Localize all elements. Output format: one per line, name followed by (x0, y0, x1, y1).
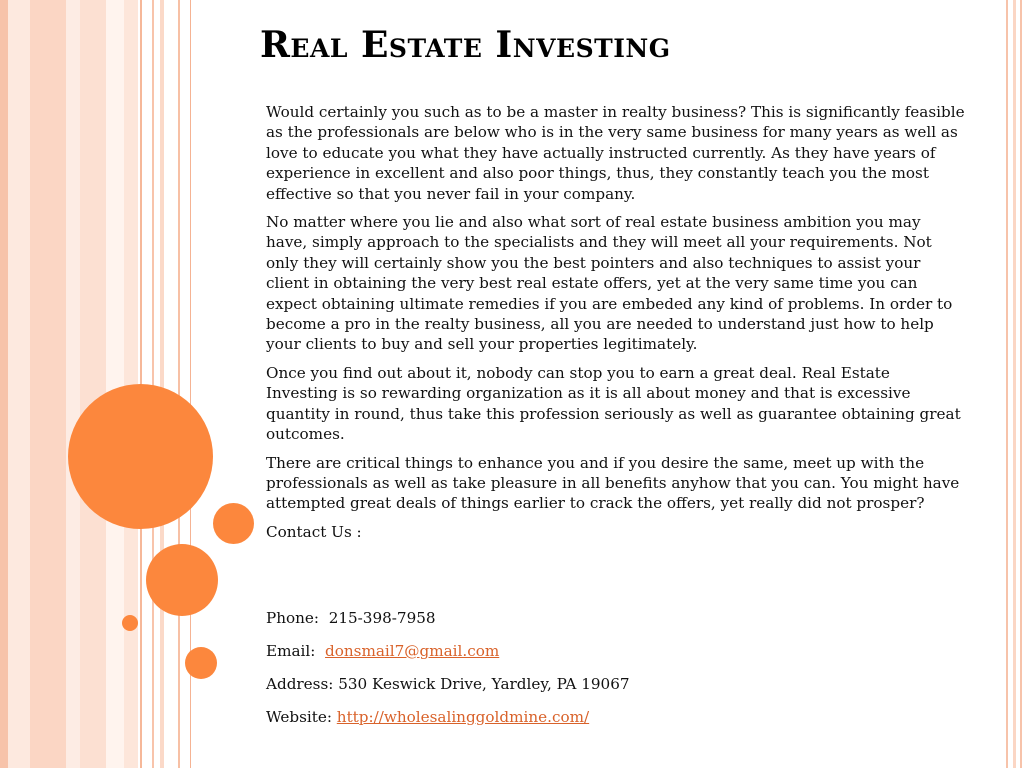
right-rule (1006, 0, 1008, 768)
website-link[interactable]: http://wholesalinggoldmine.com/ (336, 708, 590, 727)
website-label: Website: (266, 708, 332, 727)
page-title: Real Estate Investing (260, 24, 671, 66)
main-content (266, 102, 966, 736)
small-circle (213, 503, 254, 544)
email-line (266, 641, 966, 662)
stripe (80, 0, 106, 768)
email-label: Email: (266, 642, 316, 661)
medium-circle (146, 544, 218, 616)
large-circle (68, 384, 213, 529)
contact-heading: Contact Us : (266, 522, 362, 541)
website-line (266, 707, 966, 728)
address-line (266, 674, 966, 695)
address-value: 530 Keswick Drive, Yardley, PA 19067 (338, 675, 630, 694)
email-link[interactable]: donsmail7@gmail.com (325, 642, 500, 661)
stripe (178, 0, 180, 768)
paragraph: No matter where you lie and also what sort of real estate business ambition you may have, simply approach to the specialists and they will meet all your requirements. Not only they will certainly show you the best pointers and also techniques to assist your client in obtaining the very best real estate offers, yet at the very same time you can expect obtaining ultimate remedies if you are embeded any kind of problems. In order to become a pro in the realty business, all you are needed to understand just how to help your clients to buy and sell your properties legitimately. (266, 213, 953, 354)
right-rule (1020, 0, 1022, 768)
paragraph: There are critical things to enhance you and if you desire the same, meet up with the professionals as well as take pleasure in all benefits anyhow that you can. You might have attempted great deals of things earlier to crack the offers, yet really did not prosper? (266, 453, 960, 513)
stripe (66, 0, 80, 768)
phone-value: 215-398-7958 (328, 609, 436, 628)
address-label: Address: (266, 675, 334, 694)
paragraph: Would certainly you such as to be a master in realty business? This is significantly feasible as the professionals are below who is in the very same business for many years as well as love to educate you what they have actually instructed currently. As they have years of experience in excellent and also poor things, thus, they constantly teach you the most effective so that you never fail in your company. (266, 103, 965, 203)
stripe (0, 0, 8, 768)
stripe (30, 0, 66, 768)
stripe (160, 0, 164, 768)
phone-line (266, 608, 966, 629)
stripe (106, 0, 124, 768)
decorative-stripes (0, 0, 200, 768)
paragraph: Once you find out about it, nobody can stop you to earn a great deal. Real Estate Investing is so rewarding organization as it is all about money and that is excessive quantity in round, thus take this profession seriously as well as guarantee obtaining great outcomes. (266, 363, 961, 444)
stripe (8, 0, 30, 768)
right-rule (1013, 0, 1016, 768)
spacer (266, 550, 966, 608)
phone-label: Phone: (266, 609, 320, 628)
tiny-circle (122, 615, 138, 631)
small-circle-bottom (185, 647, 217, 679)
